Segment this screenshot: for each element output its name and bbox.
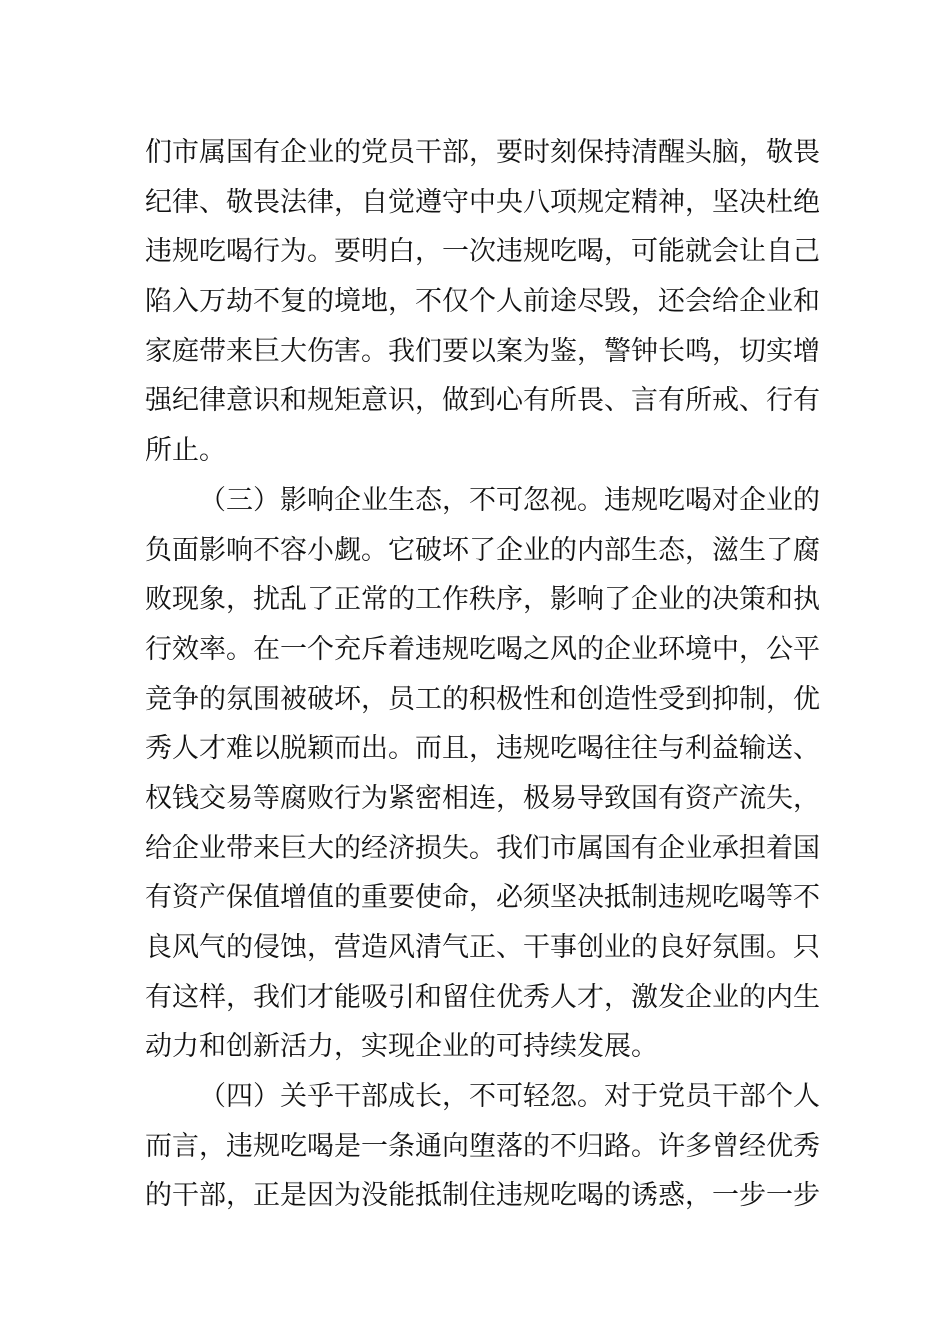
text-line: 的干部，正是因为没能抵制住违规吃喝的诱惑，一步一步 (145, 1180, 820, 1212)
section-heading-line: （三）影响企业生态，不可忽视。违规吃喝对企业的 (199, 484, 820, 516)
text-line: 秀人才难以脱颖而出。而且，违规吃喝往往与利益输送、 (145, 733, 820, 765)
text-line: 竞争的氛围被破坏，员工的积极性和创造性受到抑制，优 (145, 683, 820, 715)
text-line: 们市属国有企业的党员干部，要时刻保持清醒头脑，敬畏 (145, 137, 820, 168)
paragraph-end-line: 动力和创新活力，实现企业的可持续发展。 (145, 1031, 658, 1063)
text-line: 负面影响不容小觑。它破坏了企业的内部生态，滋生了腐 (145, 534, 820, 566)
text-line: 良风气的侵蚀，营造风清气正、干事创业的良好氛围。只 (145, 932, 820, 963)
text-line: 强纪律意识和规矩意识，做到心有所畏、言有所戒、行有 (145, 385, 820, 417)
text-line: 给企业带来巨大的经济损失。我们市属国有企业承担着国 (145, 832, 820, 864)
text-line: 败现象，扰乱了正常的工作秩序，影响了企业的决策和执 (145, 584, 820, 616)
text-line: 违规吃喝行为。要明白，一次违规吃喝，可能就会让自己 (145, 236, 820, 268)
text-line: 而言，违规吃喝是一条通向堕落的不归路。许多曾经优秀 (145, 1130, 820, 1162)
text-line: 有这样，我们才能吸引和留住优秀人才，激发企业的内生 (145, 981, 820, 1013)
text-line: 家庭带来巨大伤害。我们要以案为鉴，警钟长鸣，切实增 (145, 335, 820, 367)
text-line: 权钱交易等腐败行为紧密相连，极易导致国有资产流失， (145, 782, 820, 814)
text-line: 陷入万劫不复的境地，不仅个人前途尽毁，还会给企业和 (145, 286, 820, 318)
text-line: 纪律、敬畏法律，自觉遵守中央八项规定精神，坚决杜绝 (145, 186, 820, 218)
body-text (145, 128, 820, 1221)
paragraph-end-line: 所止。 (145, 435, 226, 467)
section-heading-line: （四）关乎干部成长，不可轻忽。对于党员干部个人 (199, 1081, 820, 1113)
text-line: 行效率。在一个充斥着违规吃喝之风的企业环境中，公平 (145, 633, 820, 665)
text-line: 有资产保值增值的重要使命，必须坚决抵制违规吃喝等不 (145, 882, 820, 914)
